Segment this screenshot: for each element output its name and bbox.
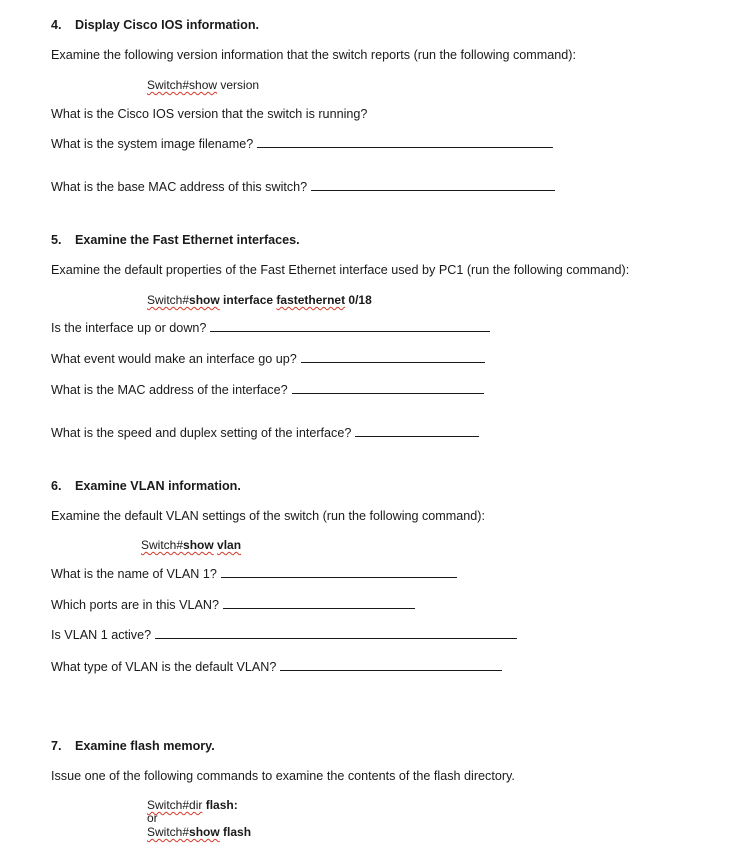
- vlan-type-question: What type of VLAN is the default VLAN?: [51, 659, 502, 675]
- show-interface-command: Switch#show interface fastethernet 0/18: [147, 293, 372, 307]
- vlan-ports-question: Which ports are in this VLAN?: [51, 597, 415, 613]
- interface-mac-question: What is the MAC address of the interface?: [51, 382, 484, 398]
- show-vlan-command: Switch#show vlan: [141, 538, 242, 552]
- section-4-intro: Examine the following version information that the switch reports (run the following command):: [51, 48, 576, 62]
- answer-blank[interactable]: [155, 628, 517, 639]
- section-4-heading: 4. Display Cisco IOS information.: [51, 18, 260, 32]
- show-version-command: Switch#show version: [147, 78, 260, 92]
- answer-blank[interactable]: [292, 383, 484, 394]
- ios-version-question: What is the Cisco IOS version that the switch is running?: [51, 107, 368, 121]
- vlan1-active-question: Is VLAN 1 active?: [51, 627, 517, 643]
- answer-blank[interactable]: [311, 180, 555, 191]
- answer-blank[interactable]: [301, 352, 485, 363]
- answer-blank[interactable]: [223, 598, 415, 609]
- show-flash-command: Switch#show flash: [147, 825, 252, 839]
- answer-blank[interactable]: [355, 426, 479, 437]
- base-mac-question: What is the base MAC address of this switch?: [51, 179, 555, 195]
- dir-flash-command: Switch#dir flash:: [147, 798, 238, 812]
- answer-blank[interactable]: [280, 660, 502, 671]
- section-6-intro: Examine the default VLAN settings of the switch (run the following command):: [51, 509, 485, 523]
- section-7-heading: 7. Examine flash memory.: [51, 739, 215, 753]
- answer-blank[interactable]: [257, 137, 553, 148]
- or-label: or: [147, 811, 158, 825]
- section-6-heading: 6. Examine VLAN information.: [51, 479, 241, 493]
- vlan1-name-question: What is the name of VLAN 1?: [51, 566, 457, 582]
- section-5-heading: 5. Examine the Fast Ethernet interfaces.: [51, 233, 300, 247]
- speed-duplex-question: What is the speed and duplex setting of the interface?: [51, 425, 479, 441]
- section-5-intro: Examine the default properties of the Fast Ethernet interface used by PC1 (run the following command):: [51, 263, 630, 277]
- interface-status-question: Is the interface up or down?: [51, 320, 490, 336]
- image-filename-question: What is the system image filename?: [51, 136, 553, 152]
- answer-blank[interactable]: [210, 321, 490, 332]
- interface-up-event-question: What event would make an interface go up?: [51, 351, 485, 367]
- section-7-intro: Issue one of the following commands to examine the contents of the flash directory.: [51, 769, 515, 783]
- answer-blank[interactable]: [221, 567, 457, 578]
